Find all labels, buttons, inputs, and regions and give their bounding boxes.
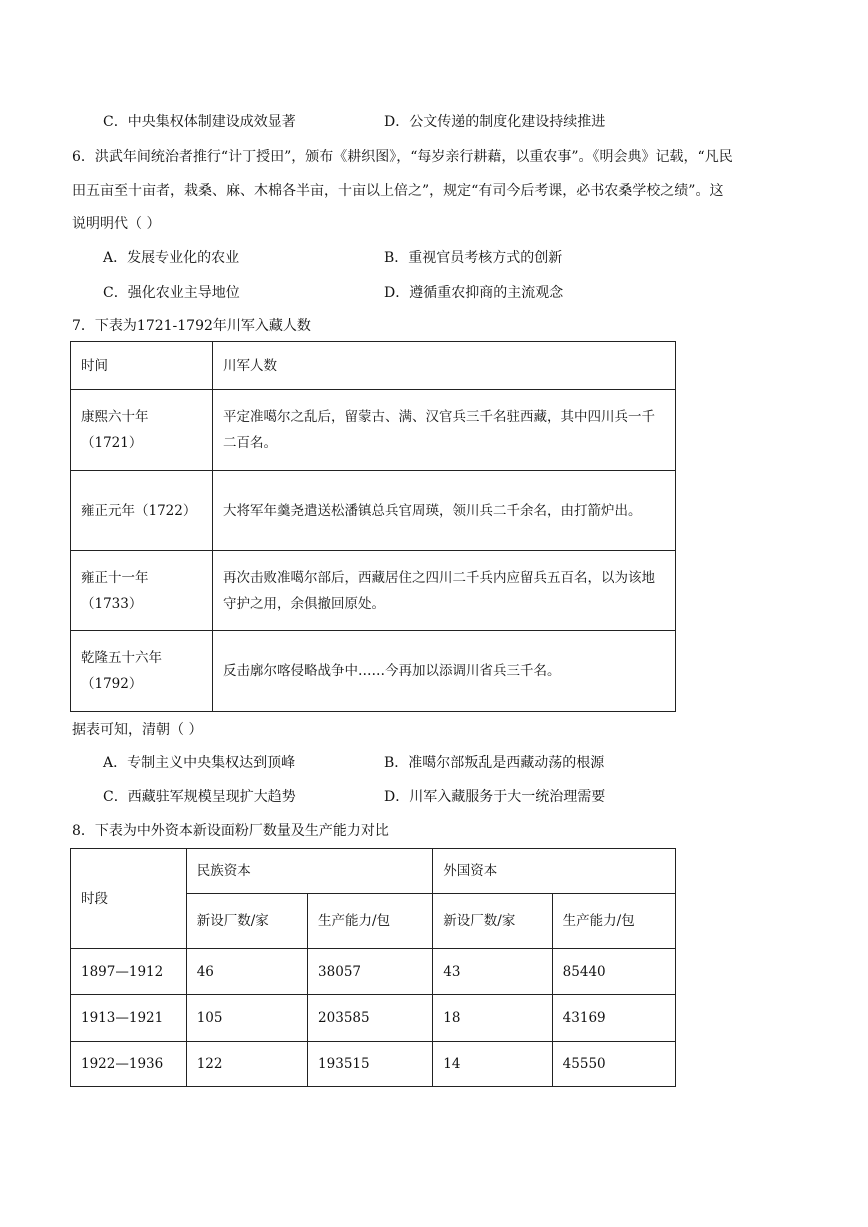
q7-option-d: D．川军入藏服务于大一统治理需要 [384,789,606,805]
q7-stem: 7．下表为1721-1792年川军入藏人数 [72,318,311,334]
cell-value: 38057 [308,949,433,995]
subheader: 生产能力/包 [308,894,433,949]
cell-value: 105 [186,995,307,1042]
cell-time: 康熙六十年（1721） [71,390,213,471]
q7-option-a: A．专制主义中央集权达到顶峰 [103,755,296,771]
table-row [71,995,676,1042]
q7-option-b: B．准噶尔部叛乱是西藏动荡的根源 [384,755,605,771]
cell-period: 1922—1936 [71,1042,187,1087]
table-row [71,390,676,471]
q8-stem: 8．下表为中外资本新设面粉厂数量及生产能力对比 [72,823,389,839]
header-time: 时间 [71,342,213,390]
cell-time: 雍正元年（1722） [71,471,213,551]
subheader: 新设厂数/家 [186,894,307,949]
q6-option-a: A．发展专业化的农业 [103,250,240,266]
table-row [71,949,676,995]
q6-stem-line-3: 说明明代（ ） [72,216,161,232]
cell-value: 203585 [308,995,433,1042]
subheader: 生产能力/包 [552,894,675,949]
table-header-row [71,849,676,894]
q6-option-c: C．强化农业主导地位 [103,285,240,301]
header-domestic-capital: 民族资本 [186,849,433,894]
cell-period: 1897—1912 [71,949,187,995]
q7-option-c: C．西藏驻军规模呈现扩大趋势 [103,789,296,805]
table-header-row [71,342,676,390]
q6-option-d: D．遵循重农抑商的主流观念 [384,285,564,301]
cell-value: 43169 [552,995,675,1042]
table-row [71,551,676,631]
table-row [71,631,676,712]
cell-period: 1913—1921 [71,995,187,1042]
cell-text: 大将军年羹尧遣送松潘镇总兵官周瑛，领川兵二千余名，由打箭炉出。 [213,471,676,551]
table-row [71,471,676,551]
cell-time: 雍正十一年（1733） [71,551,213,631]
cell-text: 平定准噶尔之乱后，留蒙古、满、汉官兵三千名驻西藏，其中四川兵一千二百名。 [213,390,676,471]
cell-value: 18 [433,995,552,1042]
cell-value: 193515 [308,1042,433,1087]
header-period: 时段 [71,849,187,949]
cell-value: 45550 [552,1042,675,1087]
subheader: 新设厂数/家 [433,894,552,949]
cell-text: 反击廓尔喀侵略战争中……今再加以添调川省兵三千名。 [213,631,676,712]
cell-value: 85440 [552,949,675,995]
q6-stem-line-1: 6．洪武年间统治者推行“计丁授田”，颁布《耕织图》，“每岁亲行耕藉，以重农事”。《明会典》记载，“凡民 [72,149,733,165]
cell-text: 再次击败准噶尔部后，西藏居住之四川二千兵内应留兵五百名，以为该地守护之用，余俱撤回原处。 [213,551,676,631]
cell-value: 122 [186,1042,307,1087]
header-foreign-capital: 外国资本 [433,849,676,894]
q6-stem-line-2: 田五亩至十亩者，栽桑、麻、木棉各半亩，十亩以上倍之”，规定“有司今后考课，必书农桑学校之绩”。这 [72,183,724,199]
q6-option-b: B．重视官员考核方式的创新 [384,250,563,266]
q5-option-c: C．中央集权体制建设成效显著 [103,114,296,130]
cell-value: 46 [186,949,307,995]
q5-option-d: D．公文传递的制度化建设持续推进 [384,114,606,130]
q8-table [70,848,676,1087]
header-troops: 川军人数 [213,342,676,390]
cell-value: 43 [433,949,552,995]
cell-time: 乾隆五十六年（1792） [71,631,213,712]
q7-after-table: 据表可知，清朝（ ） [72,722,203,738]
table-row [71,1042,676,1087]
q7-table [70,341,676,712]
cell-value: 14 [433,1042,552,1087]
